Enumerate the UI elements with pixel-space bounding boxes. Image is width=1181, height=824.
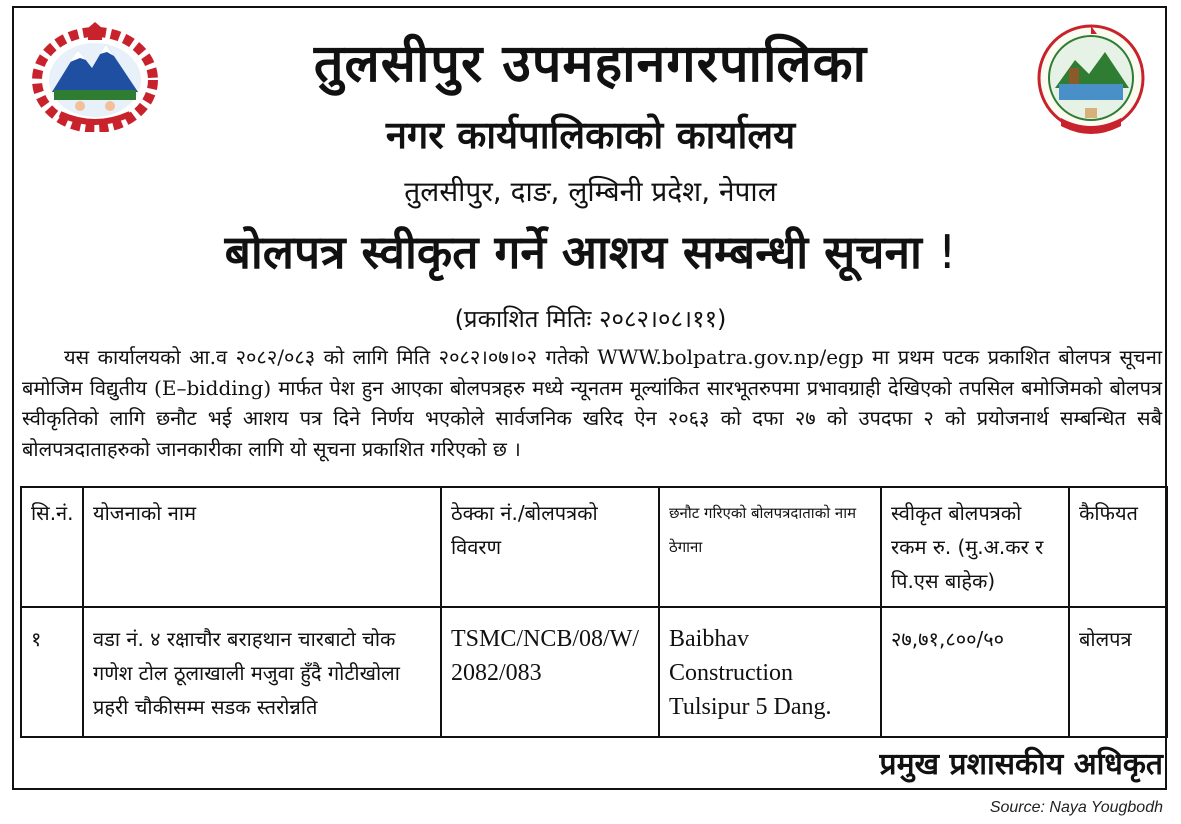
cell-project: वडा नं. ४ रक्षाचौर बराहथान चारबाटो चोक गणेश टोल ठूलाखाली मजुवा हुँदै गोटीखोला प्रहरी चौकीसम्म सडक स्तरोन्नति bbox=[83, 607, 441, 737]
col-header-bidder: छनौट गरिएको बोलपत्रदाताको नाम ठेगाना bbox=[659, 487, 881, 607]
notice-title bbox=[0, 220, 1181, 282]
col-header-amount: स्वीकृत बोलपत्रको रकम रु. (मु.अ.कर र पि.एस बाहेक) bbox=[881, 487, 1069, 607]
office-name: नगर कार्यपालिकाको कार्यालय bbox=[385, 113, 796, 157]
table-header-row bbox=[21, 487, 1167, 607]
col-header-contract: ठेक्का नं./बोलपत्रको विवरण bbox=[441, 487, 659, 607]
cell-sn: १ bbox=[21, 607, 83, 737]
notice-title-exclaim: ! bbox=[937, 225, 957, 279]
cell-amount: २७,७१,८००/५० bbox=[881, 607, 1069, 737]
signatory-title: प्रमुख प्रशासकीय अधिकृत bbox=[879, 747, 1163, 782]
cell-contract: TSMC/NCB/08/W/ 2082/083 bbox=[441, 607, 659, 737]
office-address: तुलसीपुर, दाङ, लुम्बिनी प्रदेश, नेपाल bbox=[404, 175, 777, 208]
table-row bbox=[21, 607, 1167, 737]
col-header-remarks: कैफियत bbox=[1069, 487, 1167, 607]
cell-bidder: Baibhav Construction Tulsipur 5 Dang. bbox=[659, 607, 881, 737]
col-header-project: योजनाको नाम bbox=[83, 487, 441, 607]
municipality-name: तुलसीपुर उपमहानगरपालिका bbox=[313, 34, 868, 94]
intro-paragraph: यस कार्यालयको आ.व २०८२/०८३ को लागि मिति २०८२।०७।०२ गतेको WWW.bolpatra.gov.np/egp मा प्रथम पटक प्रकाशित बोलपत्र सूचना बमोजिम विद्युतीय (E–bidding) मार्फत पेश हुन आएका बोलपत्रहरु मध्ये न्यूनतम मूल्यांकित सारभूतरुपमा प्रभावग्राही देखिएको तपसिल बमोजिमको बोलपत्र स्वीकृतिको लागि छनौट भई आशय पत्र दिने निर्णय भएकोले सार्वजनिक खरिद ऐन २०६३ को दफा २७ को उपदफा २ को प्रयोजनार्थ सम्बन्धित सबै बोलपत्रदाताहरुको जानकारीका लागि यो सूचना प्रकाशित गरिएको छ । bbox=[22, 345, 1162, 461]
col-header-sn: सि.नं. bbox=[21, 487, 83, 607]
notice-title-text: बोलपत्र स्वीकृत गर्ने आशय सम्बन्धी सूचना bbox=[224, 225, 922, 279]
bid-table bbox=[20, 486, 1168, 738]
published-date: (प्रकाशित मितिः २०८२।०८।११) bbox=[454, 305, 727, 333]
source-credit: Source: Naya Yougbodh bbox=[989, 799, 1163, 816]
cell-remarks: बोलपत्र bbox=[1069, 607, 1167, 737]
